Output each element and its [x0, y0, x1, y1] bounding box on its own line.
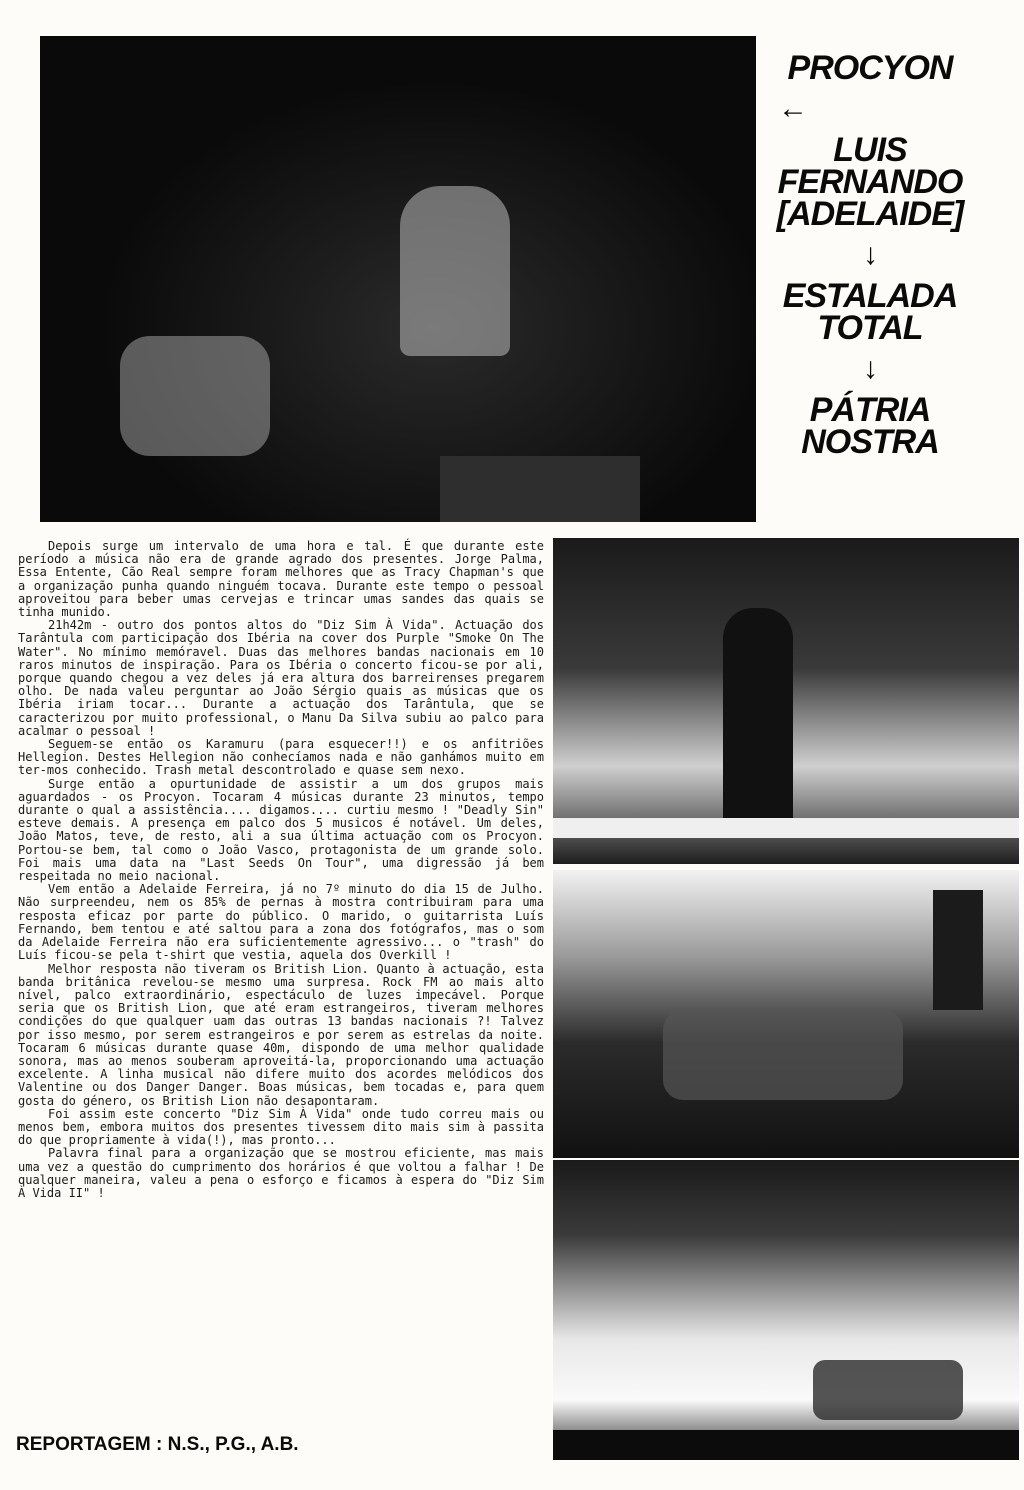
caption-procyon: PROCYON — [787, 49, 953, 87]
caption-estalada-line1: ESTALADA — [782, 277, 958, 315]
concert-photo-procyon — [40, 36, 756, 522]
article-paragraph: Vem então a Adelaide Ferreira, já no 7º minuto do dia 15 de Julho. Não surpreendeu, nem os 85% de pernas à mostra contribuiram para uma resposta eficaz por parte do público. O marido, o guitarrista Luís Fernando, bem tentou e até saltou para a zona dos fotógrafos, mas o som da Adelaide Ferreira não era suficientemente agressivo... o "trash" do Luís ficou-se pela t-shirt que vestia, aquela dos Overkill ! — [18, 882, 544, 963]
report-credits: REPORTAGEM : N.S., P.G., A.B. — [16, 1434, 299, 1455]
article-paragraph: 21h42m - outro dos pontos altos do "Diz Sim À Vida". Actuação dos Tarântula com participação dos Ibéria na cover dos Purple "Smoke On The Water". No mínimo memóravel. Duas das melhores bandas nacionais em 10 raros minutos de inspiração. Para os Ibéria o concerto ficou-se por ali, porque quando chegou a vez deles já era altura dos barreirenses pregarem olho. De nada valeu perguntar ao João Sérgio quais as músicas que os Ibéria iriam tocar... Durante a actuação dos Tarântula, que se caracterizou por muito professional, o Manu Da Silva subiu ao palco para acalmar o pessoal ! — [18, 618, 544, 738]
arrow-down-icon: ↓ — [863, 352, 877, 385]
photo-captions — [770, 49, 970, 461]
caption-luis-line3: [ADELAIDE] — [776, 195, 964, 233]
article-paragraph: Foi assim este concerto "Diz Sim À Vida" onde tudo correu mais ou menos bem, embora muitos dos presentes tivessem dito mais sim à passita do que propriamente à vida(!), mas pronto... — [18, 1106, 544, 1148]
article-paragraph: Surge então a opurtunidade de assistir a um dos grupos mais aguardados - os Procyon. Tocaram 4 músicas durante 23 minutos, tempo durante o qual a assistência.... digamos.... curtiu mesmo ! "Deadly Sin" esteve demais. A presença em palco dos 5 musicos é notável. Um deles, João Matos, teve, de resto, ali a sua última actuação com os Procyon. Portou-se bem, tal como o João Vasco, protagonista de um grande solo. Foi mais uma data na "Last Seeds On Tour", uma digressão já bem respeitada no meio nacional. — [18, 776, 544, 884]
caption-luis-line2: FERNANDO — [777, 163, 963, 201]
arrow-left-icon: ← — [778, 92, 807, 125]
article-paragraph: Melhor resposta não tiveram os British Lion. Quanto à actuação, esta banda britânica revelou-se mesmo uma surpresa. Rock FM ao mais alto nível, palco extraordinário, espectáculo de luzes impecável. Porque seria que os British Lion, que até eram estrangeiros, tiveram melhores condições do que qualquer uam das outras 13 bandas nacionais ?! Talvez por isso mesmo, por serem estrangeiros e por serem as estrelas da noite. Tocaram 6 músicas durante quase 40m, dispondo de uma melhor qualidade sonora, mas ao menos souberam aproveitá-la, proporcionando uma actuação excelente. A linha musical não difere muito dos acordes melódicos dos Valentine ou dos Danger Danger. Boas músicas, bem tocadas e, para quem gosta do género, os British Lion não desapontaram. — [18, 961, 544, 1108]
concert-photo-luis-fernando — [553, 538, 1019, 864]
caption-estalada-line2: TOTAL — [817, 309, 923, 347]
arrow-down-icon: ↓ — [863, 238, 877, 271]
caption-patria-line2: NOSTRA — [801, 423, 939, 461]
concert-photo-patria-nostra — [553, 1160, 1019, 1460]
concert-photo-estalada-total — [553, 870, 1019, 1158]
article-paragraph: Palavra final para a organização que se mostrou eficiente, mas mais uma vez a questão do cumprimento dos horários é que voltou a falhar ! De qualquer maneira, valeu a pena o esforço e ficamos à espera do "Diz Sim À Vida II" ! — [18, 1146, 544, 1200]
caption-luis-line1: LUIS — [833, 131, 907, 169]
article-body — [18, 540, 544, 1200]
article-paragraph: Seguem-se então os Karamuru (para esquecer!!) e os anfitriões Hellegion. Destes Hellegion não conhecíamos nada e não ganhámos muito em ter-mos conhecido. Trash metal descontrolado e quase sem nexo. — [18, 737, 544, 778]
article-paragraph: Depois surge um intervalo de uma hora e tal. É que durante este período a música não era de grande agrado dos presentes. Jorge Palma, Essa Entente, Cão Real sempre foram melhores que as Tracy Chapman's que a organização punha quando ninguém tocava. Durante este tempo o pessoal aproveitou para beber umas cervejas e trincar umas sandes das quais se tinha munido. — [18, 539, 544, 620]
caption-patria-line1: PÁTRIA — [809, 391, 931, 429]
